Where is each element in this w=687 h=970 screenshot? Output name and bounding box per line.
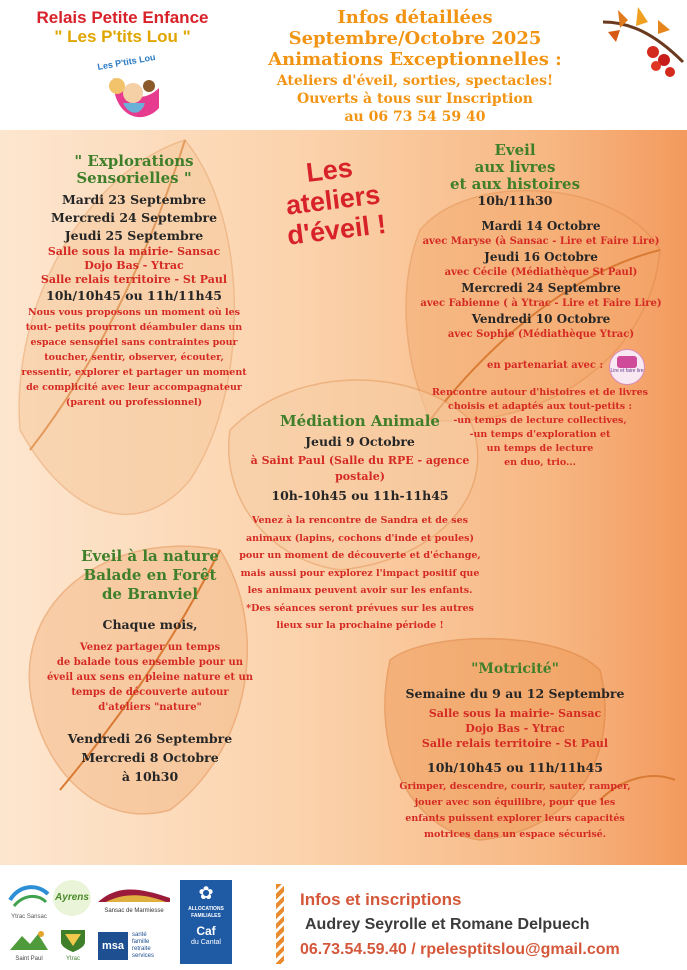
nature-desc-line: d'ateliers "nature" — [98, 702, 202, 713]
section-nature — [50, 547, 250, 634]
motricite-hours: 10h/10h45 ou 11h/11h45 — [427, 760, 603, 775]
motricite-title: "Motricité" — [471, 661, 559, 677]
mediation-place — [225, 453, 495, 485]
explorations-description — [0, 305, 268, 410]
caf-text: Caf — [196, 924, 216, 938]
eveil-livres-title-line: et aux histoires — [449, 175, 581, 193]
stripe-decoration — [276, 884, 284, 964]
mediation-description — [225, 512, 495, 635]
nature-desc-line: éveil aux sens en pleine nature et un — [46, 672, 254, 683]
explorations-desc-line: ressentir, explorer et partager un moment — [21, 367, 247, 378]
eveil-livres-title-line: aux livres — [474, 158, 556, 176]
nature-description — [40, 640, 260, 715]
explorations-title — [0, 153, 268, 187]
session-date: Mardi 14 Octobre — [481, 219, 601, 233]
partner-logo-text: Lire et faire lire — [610, 368, 644, 374]
header-title-3: Animations Exceptionnelles : — [268, 49, 562, 70]
explorations-title-line-2: Sensorielles " — [76, 169, 192, 187]
footer-names: Audrey Seyrolle et Romane Delpuech — [305, 916, 590, 933]
msa-text: famille — [132, 939, 150, 945]
nature-title — [50, 547, 250, 604]
nature-desc-line: temps de découverte autour — [71, 687, 229, 698]
motricite-desc-line: motrices dans un espace sécurisé. — [423, 829, 607, 840]
explorations-place: Salle relais territoire - St Paul — [40, 273, 228, 286]
mediation-hours: 10h-10h45 ou 11h-11h45 — [271, 488, 449, 503]
mediation-place-line: à Saint Paul (Salle du RPE - agence — [250, 454, 470, 467]
organization-line-1: Relais Petite Enfance — [36, 8, 209, 27]
nature-desc-line: de balade tous ensemble pour un — [56, 657, 244, 668]
mediation-desc-line: Venez à la rencontre de Sandra et de ses — [252, 515, 468, 526]
ateliers-title-line-3: d'éveil ! — [285, 208, 388, 251]
organization-line-2: " Les P'tits Lou " — [54, 27, 191, 46]
mediation-desc-line: lieux sur la prochaine période ! — [276, 620, 444, 631]
ateliers-eveil-title — [253, 146, 413, 254]
section-mediation — [225, 412, 495, 505]
nature-dates — [40, 729, 260, 786]
mediation-desc-line: *Des séances seront prévues sur les autres — [246, 602, 474, 614]
msa-text: retraite — [132, 946, 151, 952]
ateliers-title-line-2: ateliers — [284, 179, 382, 221]
logo-caption: Ytrac Sansac — [11, 914, 47, 920]
session-host: avec Fabienne ( à Ytrac - Lire et Faire Lire) — [420, 298, 662, 309]
explorations-title-line-1: " Explorations — [74, 152, 194, 170]
caf-logo — [180, 880, 232, 964]
motricite-place: Salle relais territoire - St Paul — [421, 737, 609, 750]
session-date: Mercredi 24 Septembre — [461, 281, 621, 295]
session-date: Jeudi 16 Octobre — [484, 250, 598, 264]
header-sub-1: Ateliers d'éveil, sorties, spectacles! — [276, 73, 554, 89]
nature-date: à 10h30 — [121, 769, 179, 784]
motricite-desc-line: enfants puissent explorer leurs capacités — [405, 813, 625, 824]
eveil-livres-title — [415, 142, 615, 193]
eveil-livres-title-line: Eveil — [494, 141, 536, 159]
nature-date: Vendredi 26 Septembre — [67, 731, 233, 746]
book-icon — [617, 356, 637, 368]
explorations-places — [0, 245, 268, 287]
motricite-place: Dojo Bas - Ytrac — [465, 722, 565, 735]
eveil-desc-line: -un temps de lecture collectives, — [453, 415, 627, 426]
motricite-description — [375, 779, 655, 843]
explorations-date: Mardi 23 Septembre — [61, 192, 207, 207]
organization-name — [0, 8, 245, 46]
landscape-icon — [8, 928, 50, 952]
eveil-desc-line: choisis et adaptés aux tout-petits : — [448, 401, 632, 412]
header-sub-2: Ouverts à tous sur Inscription — [297, 91, 533, 107]
motricite-week: Semaine du 9 au 12 Septembre — [405, 686, 625, 701]
saint-paul-logo — [8, 928, 50, 962]
session-date: Vendredi 10 Octobre — [471, 312, 611, 326]
nature-title-line: Eveil à la nature — [81, 547, 219, 565]
logo-caption: Ayrens — [55, 892, 89, 903]
explorations-desc-line: tout- petits pourront déambuler dans un — [25, 322, 243, 333]
header-title-1: Infos détaillées — [337, 7, 493, 28]
shield-icon — [57, 928, 89, 952]
eveil-desc-line: Rencontre autour d'histoires et de livres — [432, 387, 648, 398]
nature-title-line: Balade en Forêt — [83, 566, 217, 584]
ayrens-logo — [53, 880, 91, 916]
mediation-desc-line: animaux (lapins, cochons d'inde et poules) — [245, 532, 475, 544]
nature-date: Mercredi 8 Octobre — [81, 750, 219, 765]
ytrac-logo — [57, 928, 89, 962]
sansac-marmiesse-logo — [96, 884, 172, 916]
explorations-place: Dojo Bas - Ytrac — [84, 259, 184, 272]
caf-text: du Cantal — [191, 939, 221, 946]
session-host: avec Cécile (Médiathèque St Paul) — [444, 267, 638, 278]
explorations-desc-line: espace sensoriel sans contraintes pour — [30, 337, 238, 348]
motricite-desc-line: jouer avec son équilibre, pour que les — [414, 797, 616, 808]
eveil-desc-line: un temps de lecture — [486, 443, 594, 454]
lire-et-faire-lire-logo — [609, 349, 645, 385]
explorations-hours: 10h/10h45 ou 11h/11h45 — [46, 288, 222, 303]
swoosh-icon — [8, 880, 50, 910]
motricite-places — [380, 706, 650, 751]
partner-label: en partenariat avec : — [487, 360, 604, 371]
explorations-desc-line: toucher, sentir, observer, écouter, — [44, 352, 224, 363]
ytrac-sansac-logo — [8, 880, 50, 920]
mediation-place-line: postale) — [335, 470, 385, 483]
nature-title-line: de Branviel — [101, 585, 199, 603]
motricite-place: Salle sous la mairie- Sansac — [428, 707, 602, 720]
explorations-date: Jeudi 25 Septembre — [64, 228, 204, 243]
section-motricite — [380, 660, 650, 777]
caf-text: ALLOCATIONS — [188, 906, 224, 912]
logo-caption: Les P'tits Lou — [96, 51, 157, 73]
explorations-dates — [0, 191, 268, 245]
header-titles — [250, 7, 580, 70]
section-explorations — [0, 153, 268, 410]
msa-badge: msa — [98, 932, 128, 960]
eveil-livres-sessions — [395, 218, 687, 342]
eveil-desc-line: -un temps d'exploration et — [469, 429, 611, 440]
header-title-2: Septembre/Octobre 2025 — [288, 28, 542, 49]
branch-berries-icon — [598, 2, 686, 86]
footer-contact[interactable]: 06.73.54.59.40 / rpelesptitslou@gmail.com — [300, 941, 620, 958]
logo-caption: Ytrac — [65, 956, 80, 962]
msa-text: services — [132, 953, 155, 959]
hills-icon — [96, 884, 172, 904]
session-host: avec Maryse (à Sansac - Lire et Faire Lire) — [422, 236, 660, 247]
mediation-title: Médiation Animale — [280, 412, 440, 430]
ateliers-title-line-1: Les — [304, 152, 355, 188]
mediation-date: Jeudi 9 Octobre — [305, 434, 415, 449]
eveil-desc-line: en duo, trio... — [504, 457, 576, 468]
motricite-desc-line: Grimper, descendre, courir, sauter, ramper, — [399, 781, 631, 792]
explorations-desc-line: (parent ou professionnel) — [65, 397, 203, 408]
footer-info-title: Infos et inscriptions — [300, 890, 462, 909]
msa-logo — [98, 932, 174, 962]
mediation-desc-line: mais aussi pour explorez l'impact positif que — [240, 567, 480, 579]
logo-caption: Sansac de Marmiesse — [104, 908, 164, 914]
explorations-desc-line: Nous vous proposons un moment où les — [28, 307, 240, 318]
mediation-desc-line: les animaux peuvent avoir sur les enfants. — [247, 585, 473, 596]
explorations-desc-line: de complicité avec leur accompagnateur — [26, 382, 242, 393]
header-subtitle — [240, 72, 590, 126]
eveil-livres-hours: 10h/11h30 — [477, 193, 553, 208]
header-sub-3: au 06 73 54 59 40 — [344, 109, 486, 125]
explorations-place: Salle sous la mairie- Sansac — [47, 245, 221, 258]
msa-text: santé — [132, 932, 147, 938]
caf-people-icon: ✿ — [198, 883, 214, 903]
nature-desc-line: Venez partager un temps — [79, 642, 221, 653]
mediation-desc-line: pour un moment de découverte et d'échange, — [239, 550, 481, 561]
explorations-date: Mercredi 24 Septembre — [50, 210, 218, 225]
nature-frequency: Chaque mois, — [102, 617, 198, 632]
logo-caption: Saint Paul — [15, 956, 43, 962]
caf-text: FAMILIALES — [191, 913, 221, 919]
session-host: avec Sophie (Médiathèque Ytrac) — [447, 329, 635, 340]
